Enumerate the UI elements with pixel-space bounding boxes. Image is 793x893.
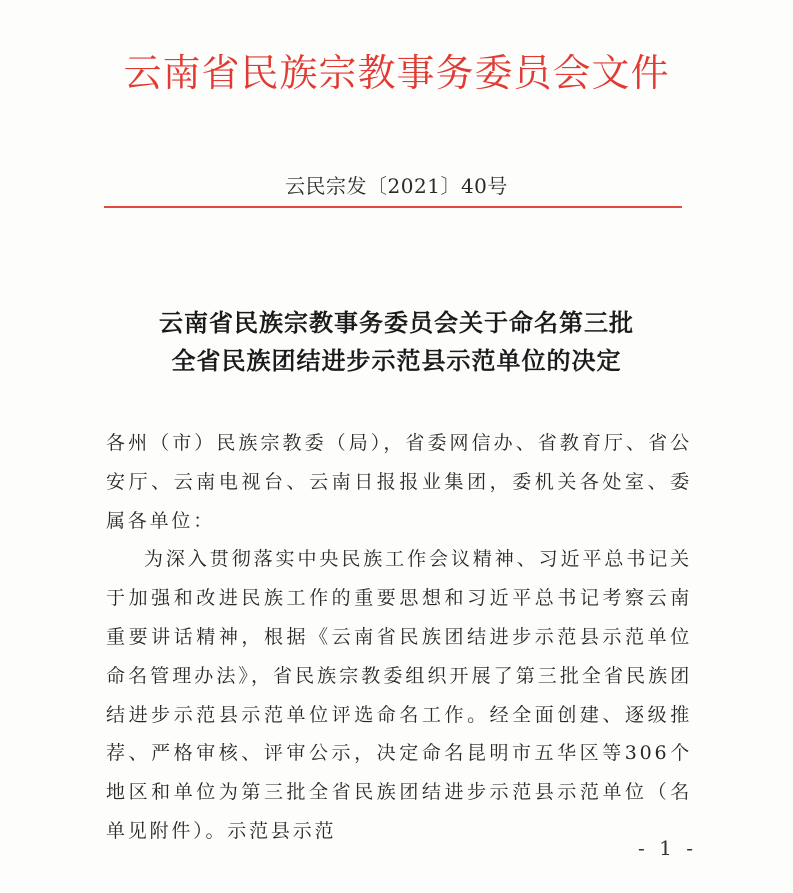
document-header-title: 云南省民族宗教事务委员会文件 <box>123 51 670 95</box>
document-title-line-2: 全省民族团结进步示范县示范单位的决定 <box>171 346 622 375</box>
red-divider-line <box>104 206 682 208</box>
recipients-paragraph: 各州（市）民族宗教委（局），省委网信办、省教育厅、省公安厅、云南电视台、云南日报报业集团，委机关各处室、委属各单位： <box>106 432 692 532</box>
document-body <box>106 424 692 851</box>
body-paragraph-1: 为深入贯彻落实中央民族工作会议精神、习近平总书记关于加强和改进民族工作的重要思想和习近平总书记考察云南重要讲话精神，根据《云南省民族团结进步示范县示范单位命名管理办法》，省民族宗教委组织开展了第三批全省民族团结进步示范县示范单位评选命名工作。经全面创建、逐级推荐、严格审核、评审公示，决定命名昆明市五华区等306个地区和单位为第三批全省民族团结进步示范县示范单位（名单见附件）。示范县示范 <box>106 548 692 842</box>
document-title <box>0 304 793 380</box>
document-number: 云民宗发〔2021〕40号 <box>285 174 508 198</box>
page-number: - 1 - <box>638 836 697 860</box>
document-title-line-1: 云南省民族宗教事务委员会关于命名第三批 <box>159 308 634 337</box>
